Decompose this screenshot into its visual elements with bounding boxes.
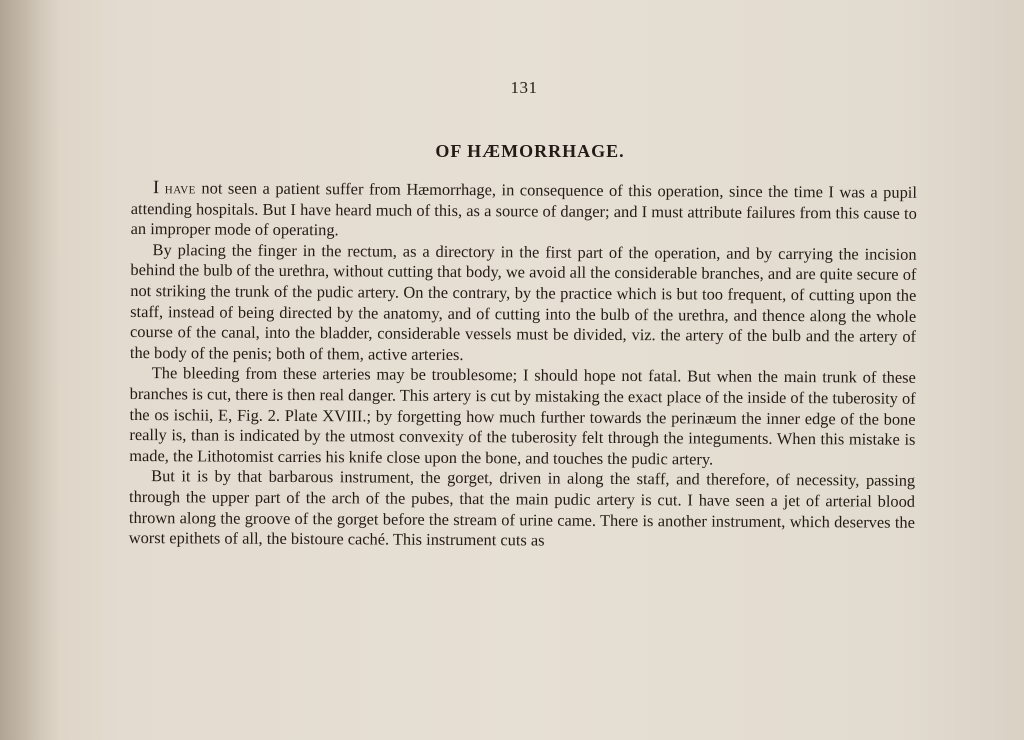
page-number: 131: [510, 78, 538, 97]
lead-letter: I: [152, 177, 160, 199]
paragraph-4: But it is by that barbarous instrument, the gorget, driven in along the staff, and therefore, of necessity, passing through the upper part of the arch of the pubes, that the main pudic artery is cut. I have seen a jet of arterial blood thrown along the groove of the gorget before the stream of urine came. There is another instrument, which deserves the worst epithets of all, the bistoure caché. This instrument cuts as: [128, 466, 916, 550]
paragraph-3: The bleeding from these arteries may be troublesome; I should hope not fatal. But when the main trunk of these branches is cut, there is then real danger. This artery is cut by mistaking the exact place of the inside of the tuberosity of the os ischii, E, Fig. 2. Plate XVIII.; by forgetting how much further towards the perinæum the inner edge of the bone really is, than is indicated by the utmost convexity of the tuberosity felt through the integuments. When this mistake is made, the Lithotomist carries his knife close upon the bone, and touches the pudic artery.: [129, 363, 916, 469]
section-title: OF HÆMORRHAGE.: [435, 141, 625, 161]
paragraph-2: By placing the finger in the rectum, as a directory in the first part of the operation, and by carrying the incision behind the bulb of the urethra, without cutting that body, we avoid all the considerable branches, and are quite secure of not striking the trunk of the pudic artery. On the contrary, by the practice which is but too frequent, of cutting upon the staff, instead of being directed by the anatomy, and of cutting into the bulb of the urethra, and thence along the whole course of the canal, into the bladder, considerable vessels must be divided, viz. the artery of the bulb and the artery of the body of the penis; both of them, active arteries.: [129, 239, 917, 364]
paragraph-1-text: not seen a patient suffer from Hæmorrhage, in consequence of this operation, since the time I was a pupil attending hospitals. But I have heard much of this, as a source of danger; and I must attribute failures from this cause to an improper mode of operating.: [130, 178, 917, 240]
paragraph-1: [131, 178, 917, 245]
lead-smallcaps: have: [164, 178, 196, 198]
body-text: [129, 178, 917, 553]
page-gutter-shadow: [0, 0, 60, 740]
